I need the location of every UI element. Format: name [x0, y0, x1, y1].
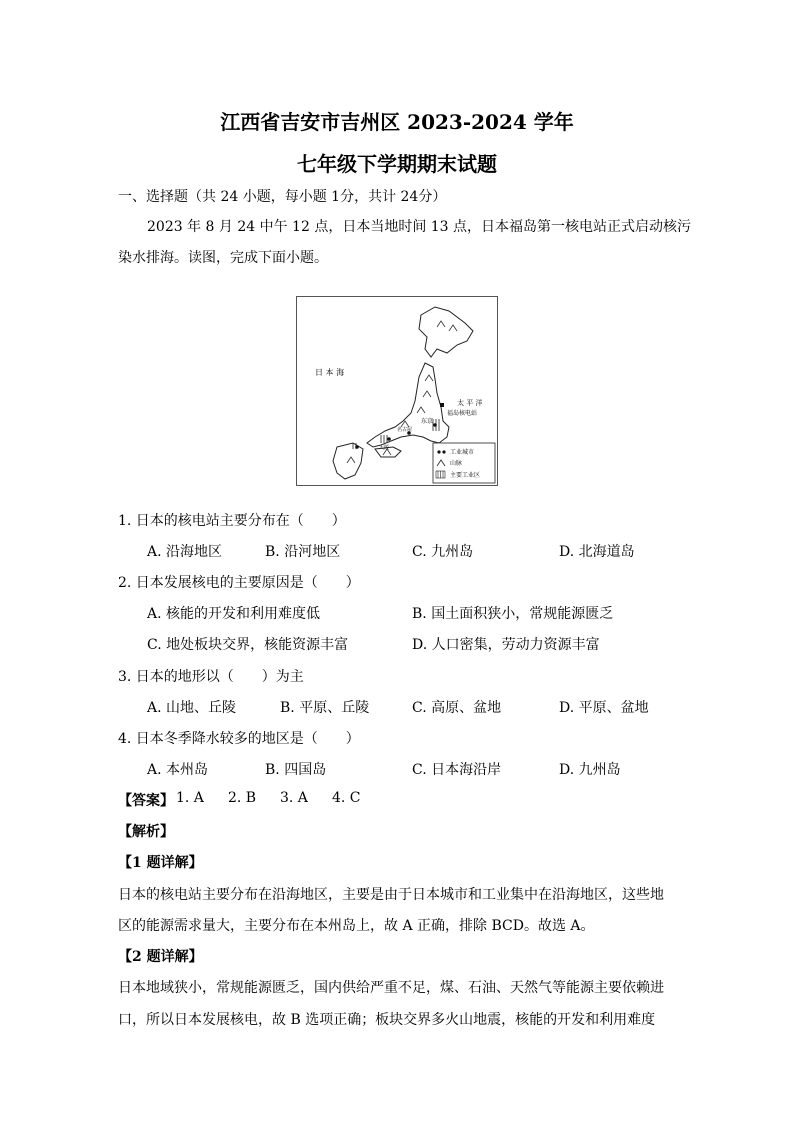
question-1-option-a[interactable]: A. 沿海地区 [147, 544, 223, 560]
question-2-stem: 2. 日本发展核电的主要原因是（ ） [118, 575, 360, 591]
question-2-option-d[interactable]: D. 人口密集，劳动力资源丰富 [412, 637, 600, 653]
question-4-stem: 4. 日本冬季降水较多的地区是（ ） [118, 731, 360, 747]
sea-label: 日 本 海 [315, 368, 345, 377]
legend-industry-label: 主要工业区 [450, 472, 481, 479]
question-3-option-a[interactable]: A. 山地、丘陵 [147, 700, 237, 716]
question-3-option-c[interactable]: C. 高原、盆地 [412, 700, 502, 716]
answer-item-3: 3. A [280, 790, 308, 806]
answer-item-2: 2. B [228, 790, 257, 806]
japan-map-svg [297, 297, 497, 485]
question-3-option-d[interactable]: D. 平原、盆地 [559, 700, 649, 716]
ocean-label: 太 平 洋 [457, 399, 483, 407]
question-3-stem: 3. 日本的地形以（ ）为主 [118, 669, 304, 685]
plant-label: 福岛核电站 [447, 410, 478, 417]
nuclear-plant-marker [440, 403, 444, 407]
city-label-osaka: 大阪 [379, 445, 390, 451]
page-title: 江西省吉安市吉州区 2023-2024 学年 [220, 110, 574, 134]
question-2-option-a[interactable]: A. 核能的开发和利用难度低 [147, 606, 321, 622]
detail-1-line-1: 日本的核电站主要分布在沿海地区，主要是由于日本城市和工业集中在沿海地区，这些地 [118, 887, 664, 903]
city-label-nagoya: 名古屋 [397, 427, 413, 433]
question-1-option-c[interactable]: C. 九州岛 [412, 544, 474, 560]
question-1-option-d[interactable]: D. 北海道岛 [559, 544, 635, 560]
city-label-tokyo: 东京 [421, 418, 434, 425]
question-4-option-c[interactable]: C. 日本海沿岸 [412, 762, 502, 778]
question-2-option-b[interactable]: B. 国土面积狭小，常规能源匮乏 [412, 606, 614, 622]
question-4-option-b[interactable]: B. 四国岛 [265, 762, 327, 778]
legend-city-label: 工业城市 [450, 449, 475, 456]
japan-map-figure [296, 296, 498, 486]
question-4-option-a[interactable]: A. 本州岛 [147, 762, 209, 778]
map-legend [433, 443, 495, 483]
question-4-option-d[interactable]: D. 九州岛 [559, 762, 621, 778]
answer-label: 【答案】 [118, 793, 174, 809]
section-heading: 一、选择题（共 24 小题，每小题 1分，共计 24分） [118, 189, 447, 205]
detail-1-line-2: 区的能源需求量大，主要分布在本州岛上，故 A 正确，排除 BCD。故选 A。 [118, 918, 595, 934]
legend-mountain-label: 山脉 [450, 460, 463, 467]
question-1-option-b[interactable]: B. 沿河地区 [265, 544, 341, 560]
question-2-option-c[interactable]: C. 地处板块交界，核能资源丰富 [147, 637, 349, 653]
question-3-option-b[interactable]: B. 平原、丘陵 [280, 700, 370, 716]
page-subtitle: 七年级下学期期末试题 [297, 152, 497, 176]
intro-text-line2: 染水排海。读图，完成下面小题。 [118, 250, 328, 266]
detail-2-line-1: 日本地域狭小，常规能源匮乏，国内供给严重不足，煤、石油、天然气等能源主要依赖进 [118, 980, 664, 996]
answer-item-4: 4. C [332, 790, 361, 806]
detail-2-heading: 【2 题详解】 [118, 949, 203, 965]
intro-text-line1: 2023 年 8 月 24 中午 12 点，日本当地时间 13 点，日本福岛第一核电站正式启动核污 [147, 219, 692, 235]
question-1-stem: 1. 日本的核电站主要分布在（ ） [118, 513, 346, 529]
analysis-heading: 【解析】 [118, 824, 174, 840]
detail-2-line-2: 口，所以日本发展核电，故 B 选项正确；板块交界多火山地震，核能的开发和利用难度 [118, 1012, 656, 1028]
answer-item-1: 1. A [176, 790, 204, 806]
detail-1-heading: 【1 题详解】 [118, 855, 203, 871]
hokkaido-island [419, 307, 473, 357]
